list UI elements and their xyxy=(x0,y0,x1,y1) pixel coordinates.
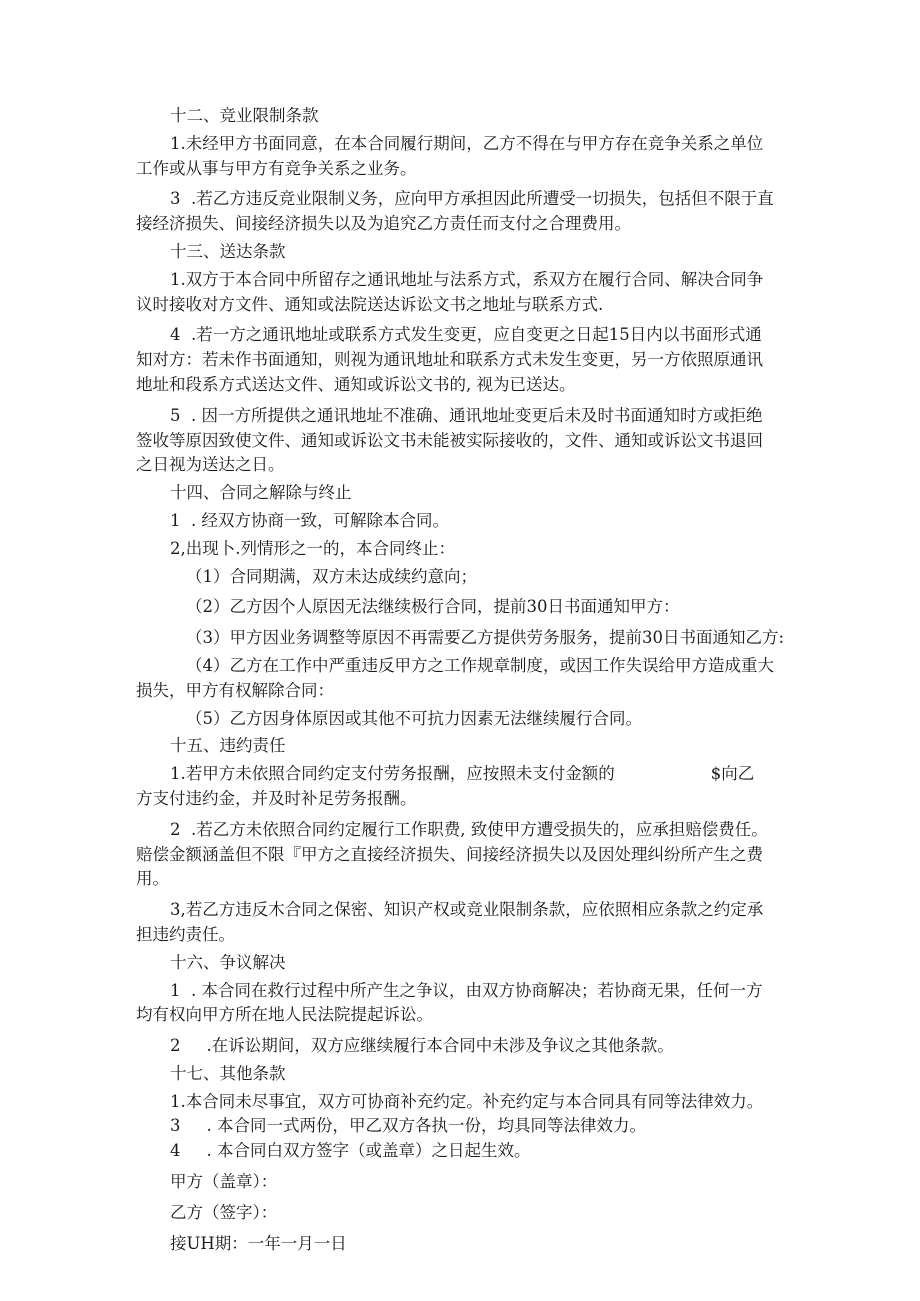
s15-clause-2-line-1: 2 .若乙方未依照合同约定履行工作职费, 致使甲方遭受损失的，应承担赔偿费任。 xyxy=(170,819,768,839)
s13-clause-1-line-2: 议时接收对方文件、通知或法院送达诉讼文书之地址与联系方式. xyxy=(136,294,604,314)
s12-clause-1-line-2: 工作或从事与甲方有竞争关系之业务。 xyxy=(136,158,417,178)
s17-clause-3 xyxy=(136,1114,784,1139)
s13-clause-5-line-2: 签收等原因致使文件、通知或诉讼文书未能被实际接收的，文件、通知或诉讼文书退回 xyxy=(136,430,763,450)
section-14-title: 十四、合同之解除与终止 xyxy=(170,483,352,503)
s15-clause-3-line-2: 担违约责任。 xyxy=(136,924,235,944)
s15-clause-2-line-2: 赔偿金额涵盖但不限『甲方之直接经济损失、间接经济损失以及因处理纠纷所产生之费 xyxy=(136,844,763,864)
party-b-signature-line: 乙方（签字）： xyxy=(170,1202,278,1222)
s14-item-4-line-1: （4）乙方在工作中严重违反甲方之工作规章制度，或因工作失误给甲方造成重大 xyxy=(186,655,774,675)
s16-clause-2-number: 2 xyxy=(170,1036,181,1056)
s17-clause-1: 1.本合同未尽事宜，双方可协商补充约定。补充约定与本合同具有同等法律效力。 xyxy=(170,1091,764,1111)
s16-clause-2 xyxy=(136,1034,784,1059)
s13-clause-1-line-1: 1.双方于本合同中所留存之通讯地址与法系方式，系双方在履行合同、解决合同争 xyxy=(170,269,764,289)
s15-clause-1-line-1 xyxy=(136,762,784,787)
s14-item-4-line-2: 损失，甲方有权解除合同： xyxy=(136,680,334,700)
s13-clause-4-line-3: 地址和段系方式送达文件、通知或诉讼文书的, 视为已送达。 xyxy=(136,374,576,394)
s15-clause-1-line-2: 方支付违约金，并及时补足劳务报酬。 xyxy=(136,788,417,808)
s12-clause-3-line-1: 3 .若乙方违反竞业限制义务，应向甲方承担因此所遭受一切损失，包括但不限于直 xyxy=(170,189,774,209)
s15-clause-1-left: 1.若甲方未依照合同约定支付劳务报酬，应按照未支付金额的 xyxy=(170,764,615,784)
s15-clause-1-right: $向乙 xyxy=(710,764,755,784)
s17-clause-3-text: . 本合同一式两份，甲乙双方各执一份，均具同等法律效力。 xyxy=(206,1116,646,1136)
s16-clause-1-line-2: 均有权向甲方所在地人民法院提起诉讼。 xyxy=(136,1005,433,1025)
section-13-title: 十三、送达条款 xyxy=(170,241,286,261)
s16-clause-1-line-1: 1 . 本合同在救行过程中所产生之争议，由双方协商解决；若协商无果，任何一方 xyxy=(170,980,763,1000)
s14-clause-2: 2,出现卜.列情形之一的，本合同终止： xyxy=(170,538,455,558)
s14-item-3: （3）甲方因业务调整等原因不再需要乙方提供劳务服务，提前30日书面通知乙方: xyxy=(186,628,785,648)
s14-item-5: （5）乙方因身体原因或其他不可抗力因素无法继续履行合同。 xyxy=(186,708,642,728)
s12-clause-1-line-1: 1.未经甲方书面同意，在本合同履行期间，乙方不得在与甲方存在竞争关系之单位 xyxy=(170,133,764,153)
signing-date-line: 接UH期：一年一月一日 xyxy=(170,1233,347,1253)
s14-item-1: （1）合同期满，双方未达成续约意向； xyxy=(186,566,477,586)
section-15-title: 十五、违约责任 xyxy=(170,736,286,756)
s17-clause-4-text: . 本合同白双方签字（或盖章）之日起生效。 xyxy=(206,1141,531,1161)
s14-item-2: （2）乙方因个人原因无法继续极行合同，提前30日书面通知甲方： xyxy=(186,597,680,617)
s17-clause-3-number: 3 xyxy=(170,1116,181,1136)
s14-clause-1: 1 . 经双方协商一致，可解除本合同。 xyxy=(170,510,449,530)
contract-page xyxy=(136,104,784,1256)
section-16-title: 十六、争议解决 xyxy=(170,952,286,972)
s13-clause-5-line-1: 5 . 因一方所提供之通讯地址不准确、通讯地址变更后未及时书面通知时方或拒绝 xyxy=(170,405,763,425)
s16-clause-2-text: .在诉讼期间，双方应继续履行本合同中未涉及争议之其他条款。 xyxy=(206,1036,674,1056)
s13-clause-4-line-2: 知对方：若未作书面通知，则视为通讯地址和联系方式未发生变更，另一方依照原通讯 xyxy=(136,350,763,370)
s13-clause-5-line-3: 之日视为送达之日。 xyxy=(136,455,285,475)
s17-clause-4-number: 4 xyxy=(170,1141,181,1161)
party-a-seal-line: 甲方（盖章）： xyxy=(170,1172,278,1192)
section-17-title: 十七、其他条款 xyxy=(170,1063,286,1083)
s13-clause-4-line-1: 4 .若一方之通讯地址或联系方式发生变更，应自变更之日起15日内以书面形式通 xyxy=(170,325,762,345)
s15-clause-2-line-3: 用。 xyxy=(136,869,169,889)
s15-clause-3-line-1: 3,若乙方违反木合同之保密、知识产权或竞业限制条款，应依照相应条款之约定承 xyxy=(170,900,764,920)
s12-clause-3-line-2: 接经济损失、间接经济损失以及为追究乙方责任而支付之合理费用。 xyxy=(136,214,631,234)
s17-clause-4 xyxy=(136,1139,784,1164)
section-12-title: 十二、竞业限制条款 xyxy=(170,106,319,125)
